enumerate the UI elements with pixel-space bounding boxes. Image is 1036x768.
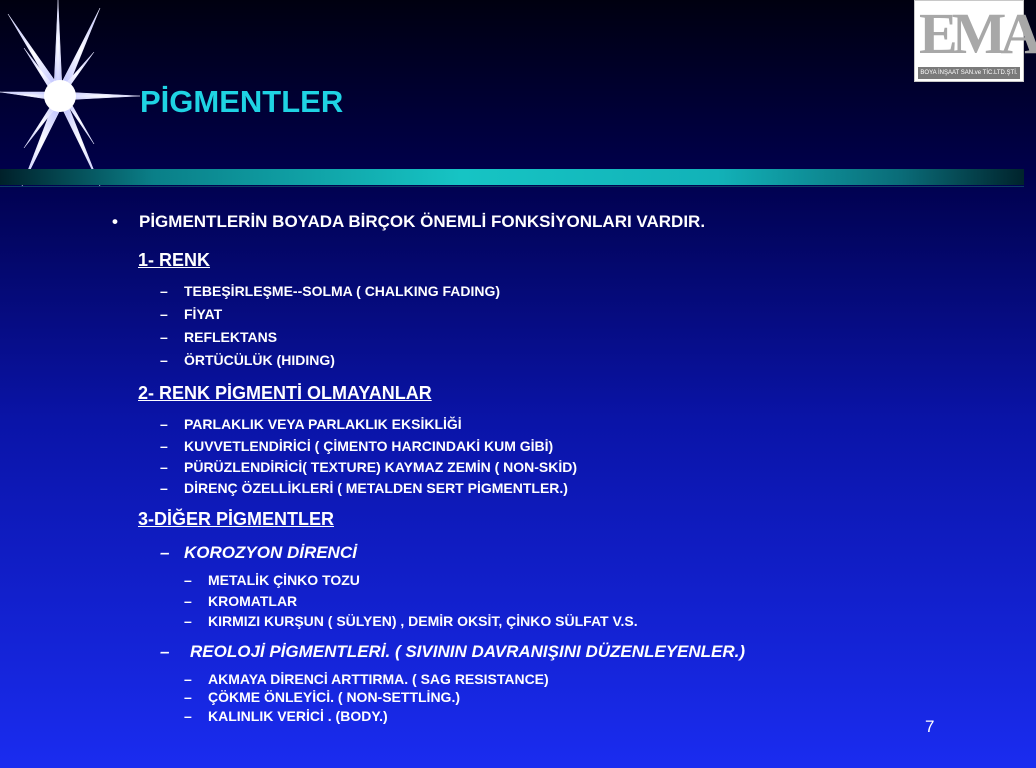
dash-symbol: – — [184, 708, 192, 724]
dash-symbol: – — [160, 480, 168, 496]
list-item: ÖRTÜCÜLÜK (HIDING) — [184, 352, 335, 368]
list-item: TEBEŞİRLEŞME--SOLMA ( CHALKING FADING) — [184, 283, 501, 299]
page-number: 7 — [925, 717, 935, 736]
logo-tagline: BOYA İNŞAAT SAN.ve TİC.LTD.ŞTİ. — [918, 67, 1020, 79]
dash-symbol: – — [160, 352, 168, 368]
dash-symbol: – — [184, 572, 192, 588]
dash-symbol: – — [184, 689, 192, 705]
list-item: KIRMIZI KURŞUN ( SÜLYEN) , DEMİR OKSİT, ÇİNKO SÜLFAT V.S. — [208, 613, 638, 629]
group-title: KOROZYON DİRENCİ — [184, 543, 357, 562]
list-item: METALİK ÇİNKO TOZU — [208, 572, 360, 588]
dash-symbol: – — [184, 671, 192, 687]
dash-symbol: – — [160, 283, 168, 299]
logo-letters: EMA — [919, 1, 1036, 66]
main-bullet-symbol: • — [112, 212, 118, 231]
dash-symbol: – — [160, 543, 170, 562]
list-item: DİRENÇ ÖZELLİKLERİ ( METALDEN SERT PİGMENTLER.) — [184, 480, 568, 496]
dash-symbol: – — [184, 593, 192, 609]
dash-symbol: – — [184, 613, 192, 629]
list-item: KROMATLAR — [208, 593, 298, 609]
dash-symbol: – — [160, 438, 168, 454]
dash-symbol: – — [160, 306, 168, 322]
section-heading: 2- RENK PİGMENTİ OLMAYANLAR — [138, 383, 432, 403]
list-item: ÇÖKME ÖNLEYİCİ. ( NON-SETTLİNG.) — [208, 689, 460, 705]
list-item: PÜRÜZLENDİRİCİ( TEXTURE) KAYMAZ ZEMİN ( NON-SKİD) — [184, 459, 578, 475]
dash-symbol: – — [160, 416, 168, 432]
list-item: KUVVETLENDİRİCİ ( ÇİMENTO HARCINDAKİ KUM GİBİ) — [184, 438, 554, 454]
main-point: PİGMENTLERİN BOYADA BİRÇOK ÖNEMLİ FONKSİYONLARI VARDIR. — [139, 212, 706, 231]
list-item: AKMAYA DİRENCİ ARTTIRMA. ( SAG RESISTANCE) — [208, 671, 549, 687]
group-title: REOLOJİ PİGMENTLERİ. ( SIVININ DAVRANIŞINI DÜZENLEYENLER.) — [190, 642, 746, 661]
dash-symbol: – — [160, 642, 170, 661]
dash-symbol: – — [160, 329, 168, 345]
list-item: FİYAT — [184, 306, 223, 322]
slide-title: PİGMENTLER — [140, 84, 344, 119]
dash-symbol: – — [160, 459, 168, 475]
section-heading: 1- RENK — [138, 250, 211, 270]
list-item: REFLEKTANS — [184, 329, 278, 345]
section-heading: 3-DİĞER PİGMENTLER — [138, 509, 335, 529]
list-item: PARLAKLIK VEYA PARLAKLIK EKSİKLİĞİ — [184, 416, 462, 432]
list-item: KALINLIK VERİCİ . (BODY.) — [208, 708, 388, 724]
